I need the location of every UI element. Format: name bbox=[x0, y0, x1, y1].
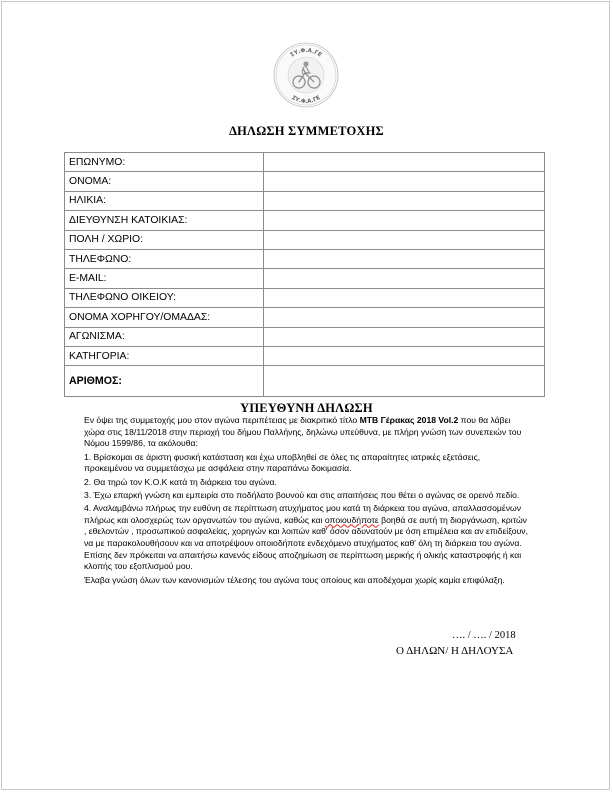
date-line: …. / …. / 2018 bbox=[452, 630, 516, 641]
form-field-label: ΕΠΩΝΥΜΟ: bbox=[65, 153, 264, 172]
logo-text-top: ΣΥ.Φ.Α.ΓΕ bbox=[289, 47, 323, 59]
signer-label: Ο ΔΗΛΩΝ/ Η ΔΗΛΟΥΣΑ bbox=[396, 645, 514, 657]
form-row bbox=[65, 249, 545, 268]
form-row bbox=[65, 153, 545, 172]
form-field-value[interactable] bbox=[264, 172, 545, 191]
form-field-value[interactable] bbox=[264, 346, 545, 365]
form-row bbox=[65, 346, 545, 365]
declaration-intro: Εν όψει της συμμετοχής μου στον αγώνα περιπέτειας με διακριτικό τίτλο MTB Γέρακας 2018 Vol.2 που θα λάβει χώρα στις 18/11/2018 στην περιοχή του δήμου Παλλήνης, δηλώνω υπεύθυνα, με πλήρη γνώση των συνεπειών του Νόμου 1599/86, τα ακόλουθα: bbox=[84, 415, 522, 449]
form-field-label: ΤΗΛΕΦΩΝΟ: bbox=[65, 249, 264, 268]
declaration-item-3: 3. Έχω επαρκή γνώση και εμπειρία στο ποδήλατο βουνού και στις απαιτήσεις που θέτει ο αγώνας σε ορεινό πεδίο. bbox=[84, 489, 520, 500]
form-field-label: ΟΝΟΜΑ ΧΟΡΗΓΟΥ/ΟΜΑΔΑΣ: bbox=[65, 308, 264, 327]
club-logo bbox=[273, 42, 339, 108]
form-field-label: ΔΙΕΥΘΥΝΣΗ ΚΑΤΟΙΚΙΑΣ: bbox=[65, 211, 264, 230]
form-field-value[interactable] bbox=[264, 153, 545, 172]
form-field-label: ΟΝΟΜΑ: bbox=[65, 172, 264, 191]
form-field-value[interactable] bbox=[264, 366, 545, 397]
form-field-value[interactable] bbox=[264, 230, 545, 249]
declaration-item-4: 4. Αναλαμβάνω πλήρως την ευθύνη σε περίπτωση ατυχήματος μου κατά τη διάρκεια του αγώνα, απαλλασσομένων πλήρως και ολοσχερώς των οργανωτών του αγώνα, καθώς και οποιουδήποτε βοηθά σε αυτή τη διοργάνωση, κριτών , εθελοντών , προσωπικού ασφαλείας, χορηγών και λοιπών καθ' όσον αδυνατούν με όση επιμέλεια και αν επιδείξουν, να με παρακολουθήσουν και να αποτρέψουν οποιοδήποτε ενδεχόμενο ατυχήματος καθ' όλη τη διάρκεια του αγώνα. Επίσης δεν πρόκειται να απαιτήσω κανενός είδους αποζημίωση σε περίπτωση μερικής ή ολικής καταστροφής ή και κλοπής του εξοπλισμού μου. bbox=[84, 502, 528, 572]
form-title: ΔΗΛΩΣΗ ΣΥΜΜΕΤΟΧΗΣ bbox=[229, 124, 384, 138]
form-field-label: ΗΛΙΚΙΑ: bbox=[65, 191, 264, 210]
form-field-label: E-MAIL: bbox=[65, 269, 264, 288]
form-row bbox=[65, 327, 545, 346]
form-field-value[interactable] bbox=[264, 288, 545, 307]
form-field-label: ΤΗΛΕΦΩΝΟ ΟΙΚΕΙΟΥ: bbox=[65, 288, 264, 307]
logo-text-bottom: ΣΥ.Φ.Α.ΓΕ bbox=[290, 95, 322, 106]
form-row bbox=[65, 288, 545, 307]
declaration-title: ΥΠΕΥΘΥΝΗ ΔΗΛΩΣΗ bbox=[240, 401, 373, 415]
form-field-value[interactable] bbox=[264, 211, 545, 230]
form-row bbox=[65, 366, 545, 397]
declaration-item-2: 2. Θα τηρώ τον Κ.Ο.Κ κατά τη διάρκεια του αγώνα. bbox=[84, 476, 277, 487]
event-name: MTB Γέρακας 2018 Vol.2 bbox=[359, 415, 459, 425]
declaration-item-1: 1. Βρίσκομαι σε άριστη φυσική κατάσταση και έχω υποβληθεί σε όλες τις απαραίτητες ιατρικές εξετάσεις, προκειμένου να συμμετάσχω με ασφάλεια στην παραπάνω δοκιμασία. bbox=[84, 451, 481, 474]
form-row bbox=[65, 230, 545, 249]
form-row bbox=[65, 308, 545, 327]
spellcheck-flagged-word: οποιουδήποτε bbox=[324, 514, 379, 525]
form-field-value[interactable] bbox=[264, 249, 545, 268]
form-field-value[interactable] bbox=[264, 269, 545, 288]
form-field-label: ΠΟΛΗ / ΧΩΡΙΟ: bbox=[65, 230, 264, 249]
declaration-rules: Έλαβα γνώση όλων των κανονισμών τέλεσης του αγώνα τους οποίους και αποδέχομαι χωρίς καμία επιφύλαξη. bbox=[84, 574, 505, 585]
form-field-label: ΑΓΩΝΙΣΜΑ: bbox=[65, 327, 264, 346]
form-field-label: ΑΡΙΘΜΟΣ: bbox=[65, 366, 264, 397]
form-field-label: ΚΑΤΗΓΟΡΙΑ: bbox=[65, 346, 264, 365]
form-row bbox=[65, 211, 545, 230]
registration-form-table bbox=[64, 152, 545, 397]
declaration-body bbox=[84, 415, 530, 588]
form-row bbox=[65, 172, 545, 191]
form-field-value[interactable] bbox=[264, 191, 545, 210]
form-row bbox=[65, 269, 545, 288]
form-field-value[interactable] bbox=[264, 327, 545, 346]
form-row bbox=[65, 191, 545, 210]
form-field-value[interactable] bbox=[264, 308, 545, 327]
